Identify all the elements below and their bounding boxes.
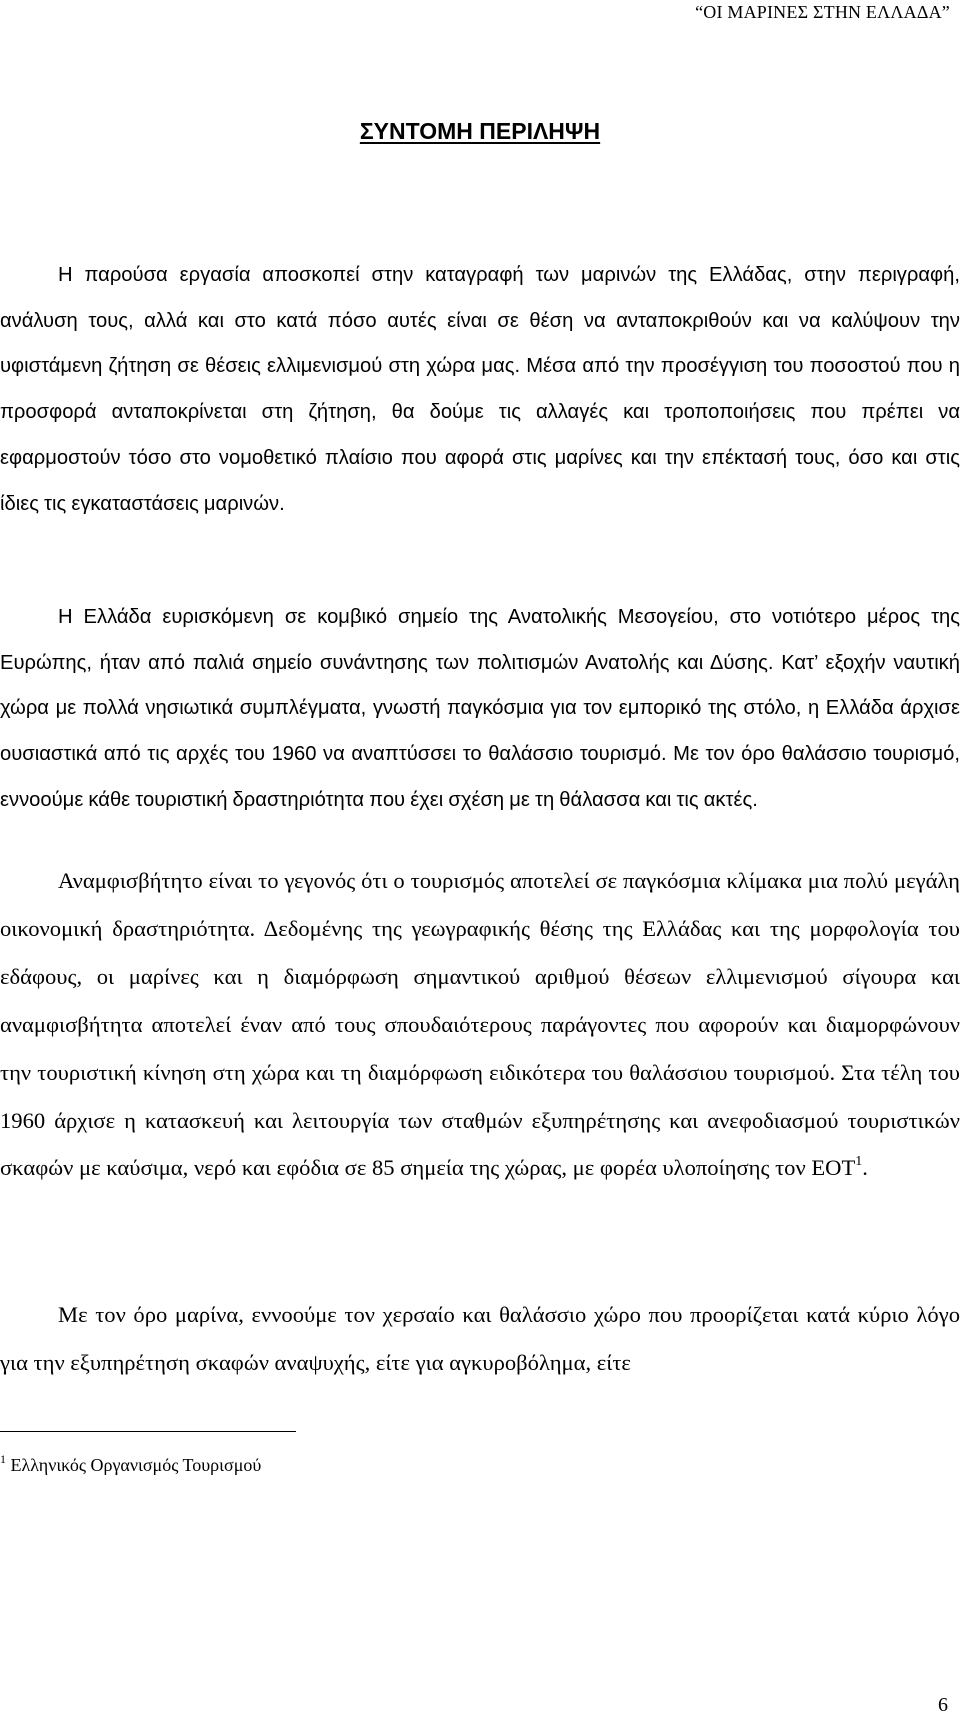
section-title: ΣΥΝΤΟΜΗ ΠΕΡΙΛΗΨΗ [359,118,601,144]
paragraph-tourism-end: . [862,1155,868,1181]
page-number: 6 [938,1694,948,1716]
running-header: “ΟΙ ΜΑΡΙΝΕΣ ΣΤΗΝ ΕΛΛΑΔΑ” [695,2,950,22]
footnote-text: Ελληνικός Οργανισμός Τουρισμού [6,1455,262,1475]
paragraph-tourism-text: Αναμφισβήτητο είναι το γεγονός ότι ο τουρισμός αποτελεί σε παγκόσμια κλίμακα μια πολύ μεγάλη οικονομική δραστηριότητα. Δεδομένης της γεωγραφικής θέσης της Ελλάδας και της μορφολογία του εδάφους, οι μαρίνες και η διαμόρφωση σημαντικού αριθμού θέσεων ελλιμενισμού σίγουρα και αναμφισβήτητα αποτελεί έναν από τους σπουδαιότερους παράγοντες που αφορούν και διαμορφώνουν την τουριστική κίνηση στη χώρα και τη διαμόρφωση ειδικότερα του θαλάσσιου τουρισμού. Στα τέλη του 1960 άρχισε η κατασκευή και λειτουργία των σταθμών εξυπηρέτησης και ανεφοδιασμού τουριστικών σκαφών με καύσιμα, νερό και εφόδια σε 85 σημεία της χώρας, με φορέα υλοποίησης τον ΕΟΤ [0,868,960,1181]
footnote-reference[interactable]: 1 [855,1154,863,1170]
footnote [0,1452,262,1476]
paragraph-greece-location: Η Ελλάδα ευρισκόμενη σε κομβικό σημείο της Ανατολικής Μεσογείου, στο νοτιότερο μέρος της Ευρώπης, ήταν από παλιά σημείο συνάντησης των πολιτισμών Ανατολής και Δύσης. Κατ’ εξοχήν ναυτική χώρα με πολλά νησιωτικά συμπλέγματα, γνωστή παγκόσμια για τον εμπορικό της στόλο, η Ελλάδα άρχισε ουσιαστικά από τις αρχές του 1960 να αναπτύσσει το θαλάσσιο τουρισμό. Με τον όρο θαλάσσιο τουρισμό, εννοούμε κάθε τουριστική δραστηριότητα που έχει σχέση με τη θάλασσα και τις ακτές. [0,606,960,811]
paragraph-marina-definition: Με τον όρο μαρίνα, εννοούμε τον χερσαίο και θαλάσσιο χώρο που προορίζεται κατά κύριο λόγο για την εξυπηρέτηση σκαφών αναψυχής, είτε για αγκυροβόλημα, είτε [0,1302,960,1375]
footnote-separator [0,1431,296,1432]
paragraph-intro: Η παρούσα εργασία αποσκοπεί στην καταγραφή των μαρινών της Ελλάδας, στην περιγραφή, ανάλυση τους, αλλά και στο κατά πόσο αυτές είναι σε θέση να ανταποκριθούν και να καλύψουν την υφιστάμενη ζήτηση σε θέσεις ελλιμενισμού στη χώρα μας. Μέσα από την προσέγγιση του ποσοστού που η προσφορά ανταποκρίνεται στη ζήτηση, θα δούμε τις αλλαγές και τροποποιήσεις που πρέπει να εφαρμοστούν τόσο στο νομοθετικό πλαίσιο που αφορά στις μαρίνες και την επέκτασή τους, όσο και στις ίδιες τις εγκαταστάσεις μαρινών. [0,264,960,515]
footnote-marker: 1 [0,1452,6,1466]
paragraph-tourism [0,857,960,1192]
